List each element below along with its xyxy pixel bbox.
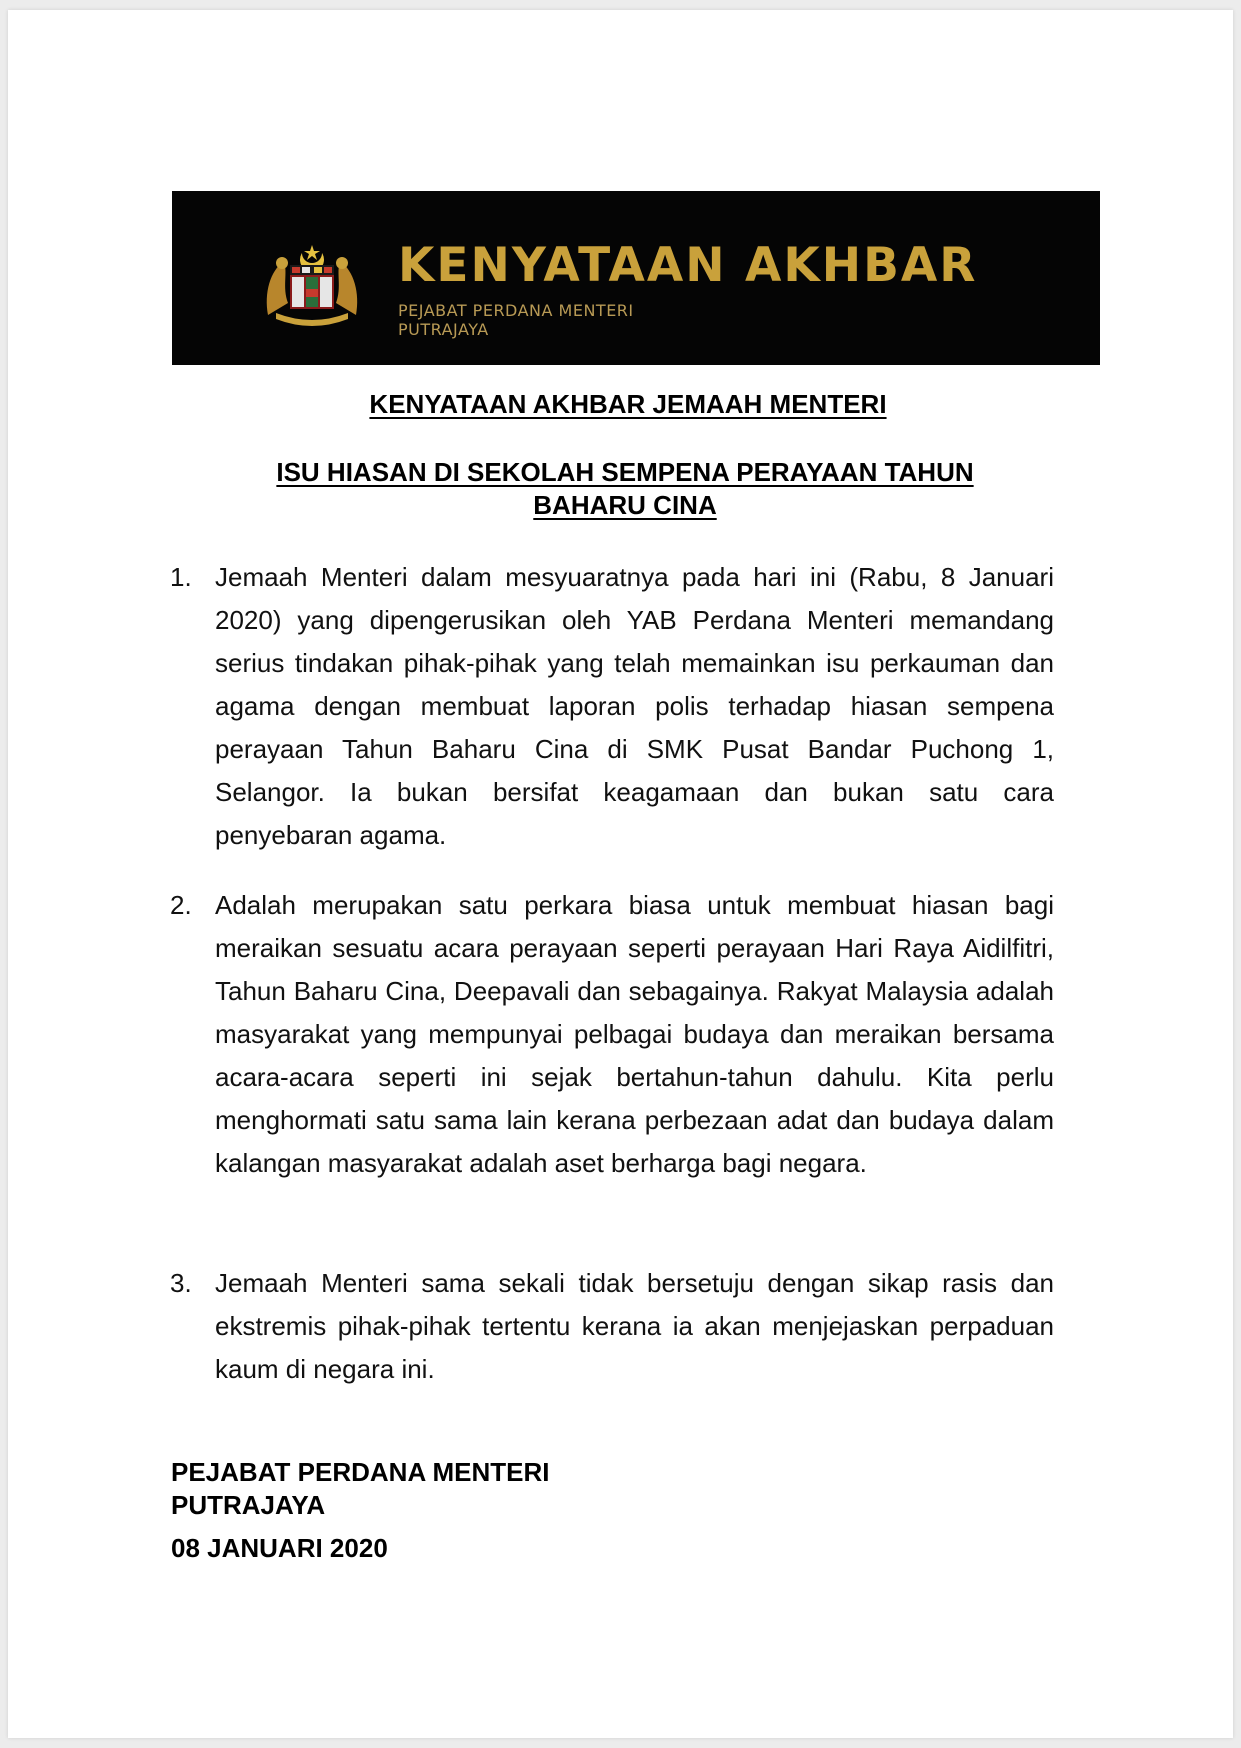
paragraph-2 xyxy=(164,884,1054,1228)
release-date: 08 JANUARI 2020 xyxy=(171,1533,388,1563)
press-release-banner xyxy=(172,191,1100,365)
document-title: KENYATAAN AKHBAR JEMAAH MENTERI xyxy=(369,389,887,419)
malaysia-coat-of-arms-icon xyxy=(262,243,362,327)
banner-subtitle-office: PEJABAT PERDANA MENTERI xyxy=(398,301,634,320)
banner-title: KENYATAAN AKHBAR xyxy=(398,238,978,293)
signoff-office: PEJABAT PERDANA MENTERI xyxy=(171,1457,550,1487)
banner-subtitle xyxy=(398,301,634,339)
paragraph-text: Jemaah Menteri dalam mesyuaratnya pada hari ini (Rabu, 8 Januari 2020) yang dipengerusikan oleh YAB Perdana Menteri memandang serius tindakan pihak-pihak yang telah memainkan isu perkauman dan agama dengan membuat laporan polis terhadap hiasan sempena perayaan Tahun Baharu Cina di SMK Pusat Bandar Puchong 1, Selangor. Ia bukan bersifat keagamaan dan bukan satu cara penyebaran agama. xyxy=(215,562,1054,850)
signoff-location: PUTRAJAYA xyxy=(171,1490,326,1520)
paragraph-number: 1. xyxy=(170,562,192,592)
paragraph-number: 3. xyxy=(170,1268,192,1298)
document-subject: ISU HIASAN DI SEKOLAH SEMPENA PERAYAAN TAHUN BAHARU CINA xyxy=(276,457,974,520)
paragraph-text: Adalah merupakan satu perkara biasa untuk membuat hiasan bagi meraikan sesuatu acara perayaan seperti perayaan Hari Raya Aidilfitri, Tahun Baharu Cina, Deepavali dan sebagainya. Rakyat Malaysia adalah masyarakat yang mempunyai pelbagai budaya dan meraikan bersama acara-acara seperti ini sejak bertahun-tahun dahulu. Kita perlu menghormati satu sama lain kerana perbezaan adat dan budaya dalam kalangan masyarakat adalah aset berharga bagi negara. xyxy=(215,890,1054,1178)
paragraph-3 xyxy=(164,1262,1054,1392)
banner-subtitle-location: PUTRAJAYA xyxy=(398,320,489,339)
paragraph-text: Jemaah Menteri sama sekali tidak bersetuju dengan sikap rasis dan ekstremis pihak-pihak tertentu kerana ia akan menjejaskan perpaduan kaum di negara ini. xyxy=(215,1268,1054,1384)
signoff-block xyxy=(171,1456,549,1522)
paragraph-1 xyxy=(164,556,1054,857)
paragraph-number: 2. xyxy=(170,890,192,920)
